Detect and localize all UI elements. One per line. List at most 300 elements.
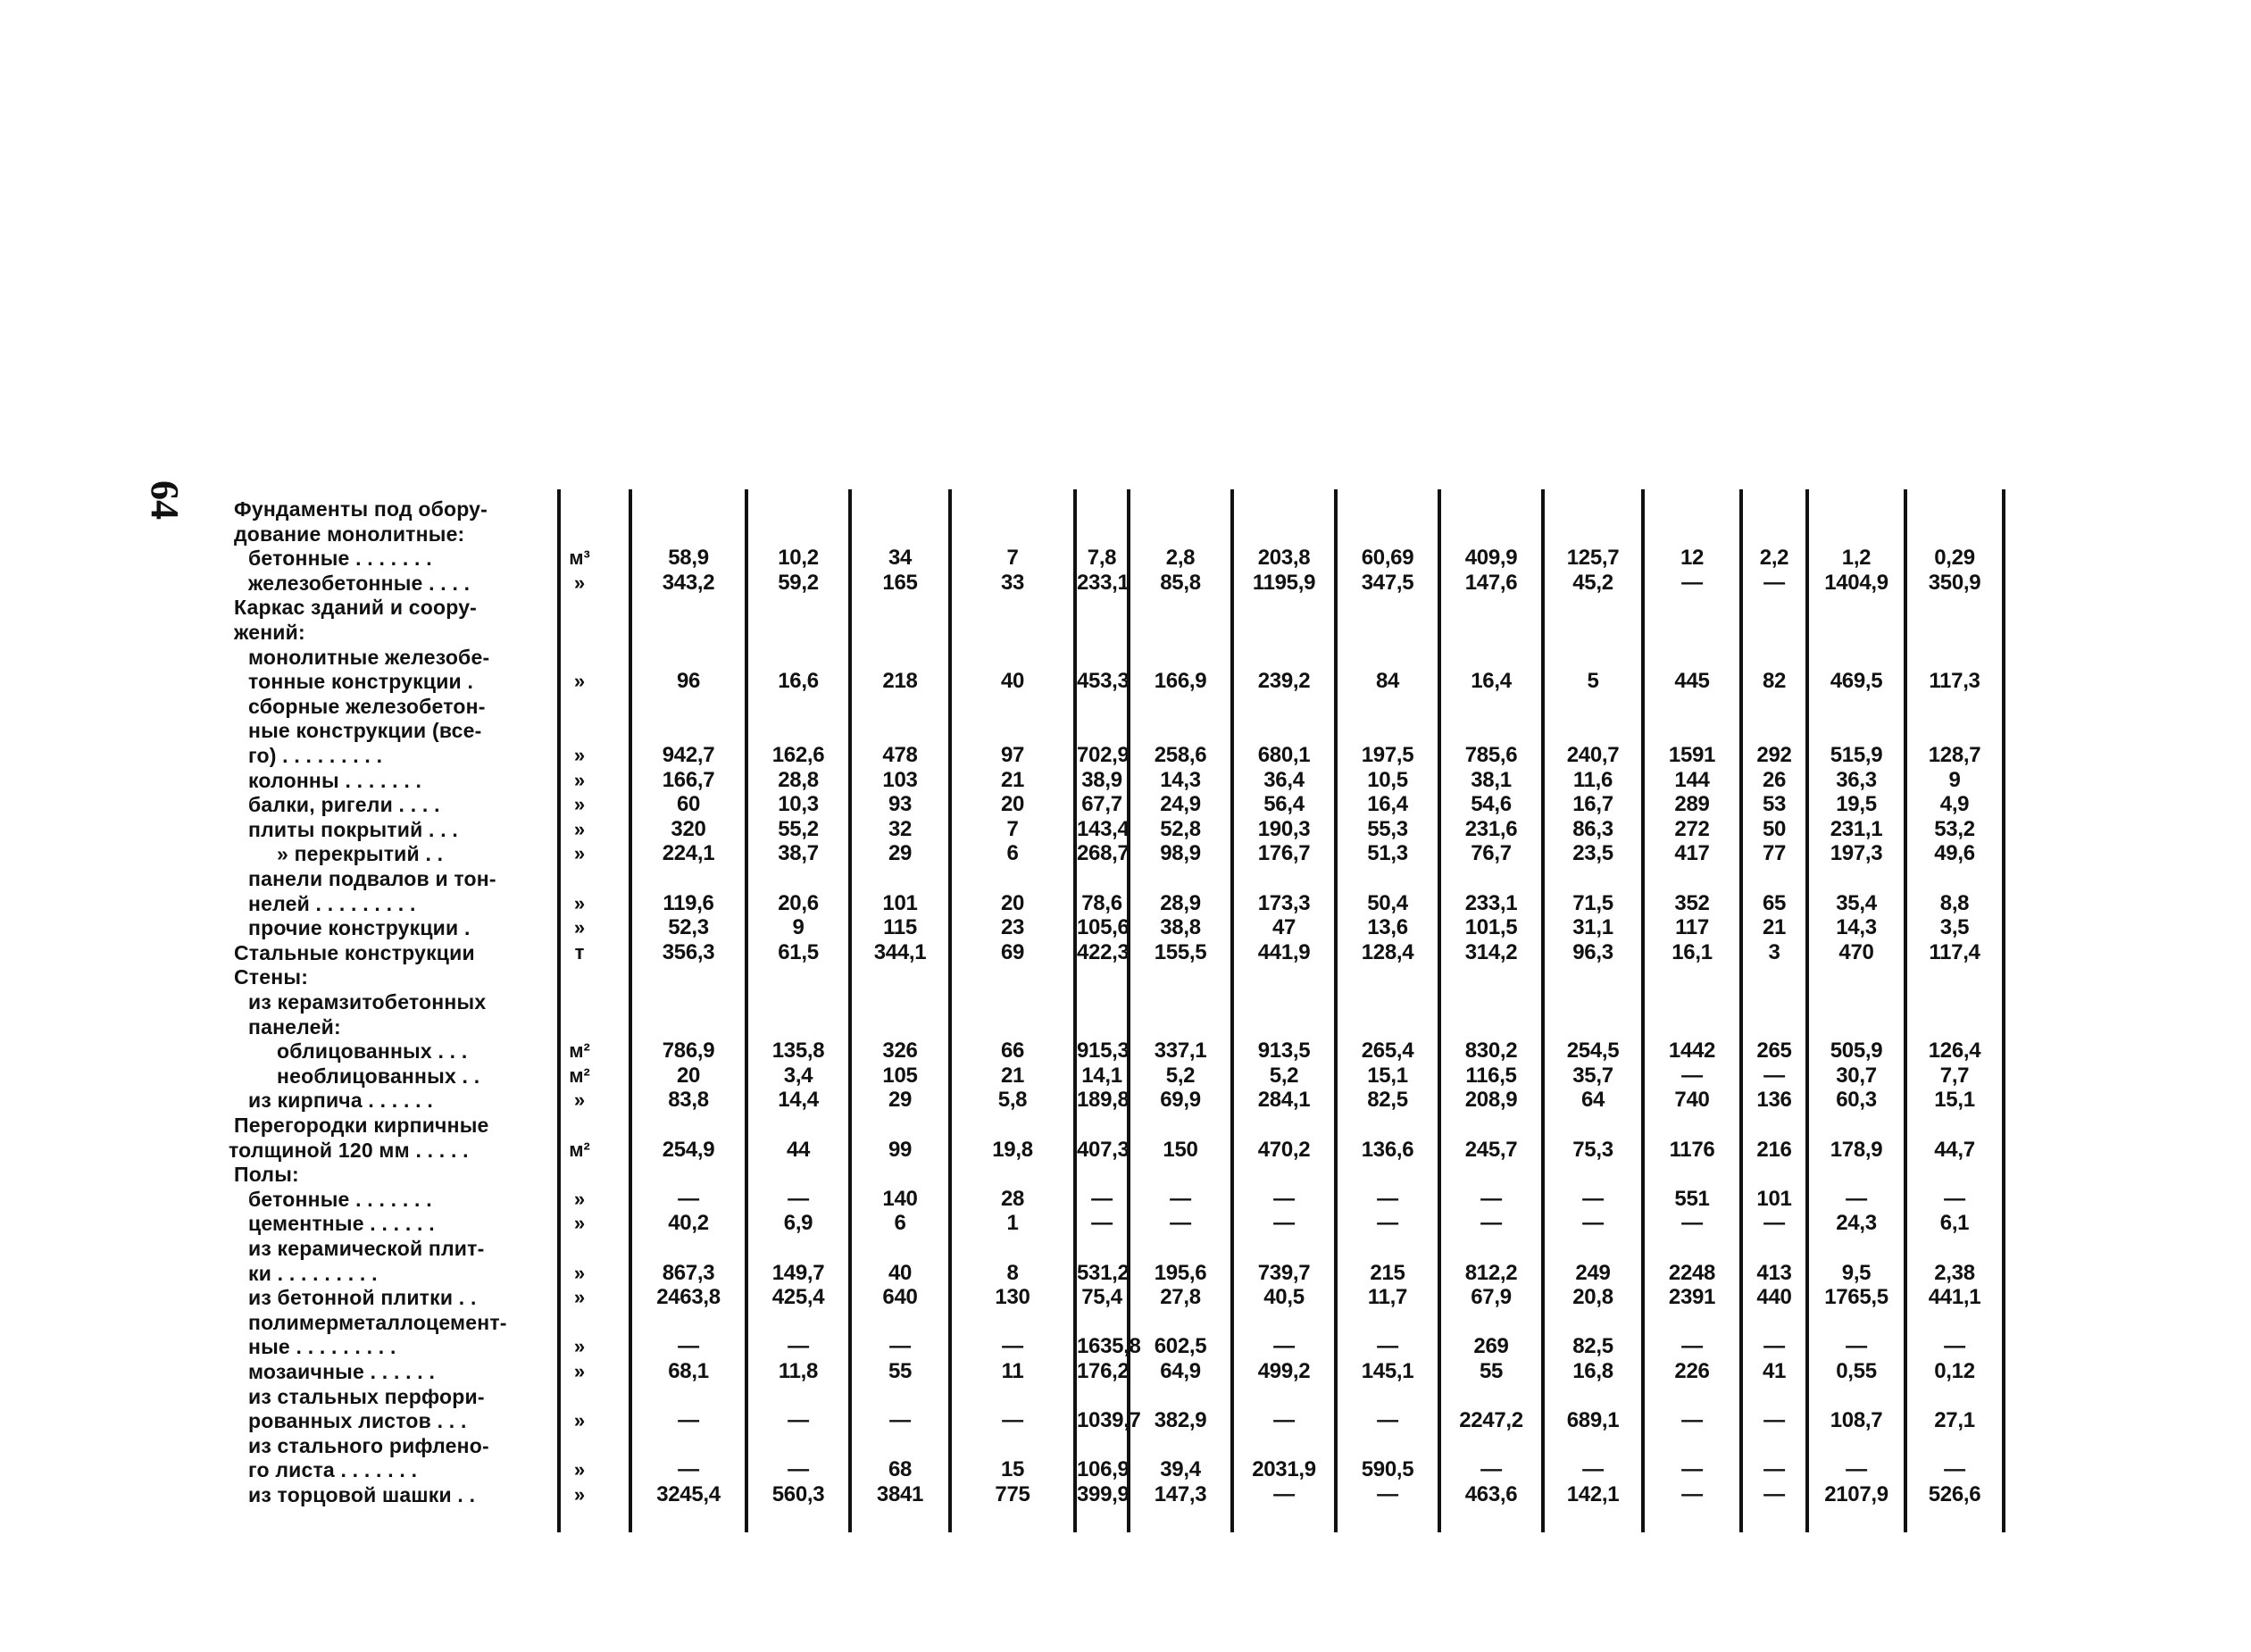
value-cell: 11	[1001, 1359, 1024, 1383]
value-cell: 45,2	[1572, 570, 1613, 595]
row-label: дование монолитные:	[234, 521, 465, 546]
row-label: панели подвалов и тон-	[248, 867, 496, 890]
value-cell: 8,8	[1939, 890, 1970, 915]
value-cell: 8	[1006, 1260, 1019, 1285]
value-cell: 71,5	[1572, 890, 1613, 915]
value-cell: 867,3	[662, 1260, 715, 1285]
value-cell: 60,3	[1836, 1088, 1877, 1113]
row-label: бетонные . . . . . . .	[248, 1187, 432, 1211]
value-cell: 231,1	[1830, 816, 1883, 841]
value-cell: 226	[1674, 1359, 1710, 1383]
value-cell: 352	[1674, 890, 1710, 915]
value-cell: 2463,8	[656, 1285, 721, 1310]
value-cell: —	[1944, 1334, 1965, 1359]
value-cell: 265	[1756, 1039, 1792, 1064]
value-cell: 82,5	[1367, 1088, 1408, 1113]
row-label: плиты покрытий . . .	[248, 817, 458, 841]
unit-cell: »	[573, 1409, 586, 1432]
value-cell: 20	[1000, 792, 1025, 817]
value-cell: 347,5	[1361, 570, 1414, 595]
value-cell: 551	[1674, 1186, 1710, 1211]
table-row	[234, 891, 2036, 916]
value-cell: 2107,9	[1824, 1482, 1888, 1506]
value-cell: 103	[882, 767, 918, 792]
value-cell: 739,7	[1257, 1260, 1311, 1285]
value-cell: 40	[888, 1260, 913, 1285]
value-cell: —	[1681, 1457, 1703, 1482]
value-cell: 56,4	[1263, 792, 1305, 817]
value-cell: 265,4	[1361, 1039, 1414, 1064]
table-row	[234, 1162, 2036, 1187]
value-cell: 47	[1271, 915, 1296, 940]
table-row	[234, 571, 2036, 596]
value-cell: 55	[1479, 1359, 1504, 1383]
value-cell: 149,7	[771, 1260, 825, 1285]
row-label: из стального рифлено-	[248, 1433, 489, 1457]
page-number: 64	[143, 480, 187, 520]
row-label: мозаичные . . . . . .	[248, 1360, 436, 1383]
row-label: из керамической плит-	[248, 1237, 485, 1260]
value-cell: 0,29	[1934, 546, 1975, 571]
value-cell: 28,9	[1160, 890, 1201, 915]
value-cell: 326	[882, 1039, 918, 1064]
table-row	[234, 1433, 2036, 1458]
value-cell: 409,9	[1464, 546, 1518, 571]
value-cell: 15	[1000, 1457, 1025, 1482]
value-cell: 590,5	[1361, 1457, 1414, 1482]
table-row	[234, 546, 2036, 571]
value-cell: —	[1273, 1408, 1295, 1433]
value-cell: 140	[882, 1186, 918, 1211]
value-cell: 0,55	[1836, 1359, 1877, 1383]
value-cell: 422,3	[1077, 939, 1130, 964]
value-cell: —	[1763, 1408, 1785, 1433]
value-cell: 85,8	[1160, 570, 1201, 595]
row-label: из бетонной плитки . .	[248, 1286, 477, 1310]
value-cell: 55,3	[1367, 816, 1408, 841]
table-row	[234, 1359, 2036, 1384]
value-cell: 16,4	[1471, 669, 1512, 694]
value-cell: 128,4	[1361, 939, 1414, 964]
table-row	[234, 989, 2036, 1014]
value-cell: 99	[888, 1137, 913, 1162]
value-cell: 19,8	[992, 1137, 1033, 1162]
row-label: Полы:	[234, 1163, 299, 1187]
table-row	[234, 866, 2036, 891]
value-cell: 5,8	[997, 1088, 1028, 1113]
value-cell: —	[1846, 1457, 1867, 1482]
value-cell: 166,9	[1154, 669, 1207, 694]
value-cell: 14,3	[1836, 915, 1877, 940]
value-cell: 812,2	[1464, 1260, 1518, 1285]
value-cell: 53,2	[1934, 816, 1975, 841]
value-cell: 208,9	[1464, 1088, 1518, 1113]
value-cell: 382,9	[1154, 1408, 1207, 1433]
value-cell: 12	[1680, 546, 1705, 571]
value-cell: 126,4	[1928, 1039, 1981, 1064]
unit-cell: »	[573, 768, 586, 791]
value-cell: 231,6	[1464, 816, 1518, 841]
value-cell: —	[678, 1457, 699, 1482]
value-cell: 292	[1756, 743, 1792, 767]
row-label: Перегородки кирпичные	[234, 1114, 489, 1137]
value-cell: 69	[1000, 939, 1025, 964]
table-row	[234, 1187, 2036, 1212]
unit-cell: м²	[569, 1064, 590, 1087]
value-cell: —	[1091, 1211, 1113, 1236]
value-cell: 147,3	[1154, 1482, 1207, 1506]
value-cell: 39,4	[1160, 1457, 1201, 1482]
row-label: облицованных . . .	[277, 1039, 468, 1064]
value-cell: 785,6	[1464, 743, 1518, 767]
value-cell: —	[788, 1408, 809, 1433]
value-cell: 101,5	[1464, 915, 1518, 940]
value-cell: 15,1	[1934, 1088, 1975, 1113]
value-cell: 50,4	[1367, 890, 1408, 915]
value-cell: 6	[894, 1211, 906, 1236]
value-cell: 320	[671, 816, 706, 841]
value-cell: 350,9	[1928, 570, 1981, 595]
value-cell: 16,7	[1572, 792, 1613, 817]
value-cell: 14,4	[778, 1088, 819, 1113]
row-label: железобетонные . . . .	[248, 571, 471, 595]
value-cell: —	[678, 1334, 699, 1359]
table-row	[234, 1310, 2036, 1335]
value-cell: 11,7	[1367, 1285, 1408, 1310]
unit-cell: »	[573, 1212, 586, 1235]
value-cell: —	[889, 1334, 911, 1359]
row-label: ки . . . . . . . . .	[248, 1261, 378, 1285]
value-cell: 31,1	[1572, 915, 1613, 940]
value-cell: 470,2	[1257, 1137, 1311, 1162]
row-label: нелей . . . . . . . . .	[248, 891, 416, 915]
value-cell: —	[1377, 1408, 1398, 1433]
unit-cell: »	[573, 744, 586, 766]
value-cell: 10,2	[778, 546, 819, 571]
value-cell: 166,7	[662, 767, 715, 792]
value-cell: 83,8	[668, 1088, 709, 1113]
value-cell: 55,2	[778, 816, 819, 841]
table-row	[234, 595, 2036, 620]
table-row	[234, 1088, 2036, 1113]
value-cell: 915,3	[1077, 1039, 1130, 1064]
table-row	[234, 1113, 2036, 1138]
value-cell: 38,7	[778, 841, 819, 866]
value-cell: 14,1	[1081, 1063, 1122, 1088]
table-row	[234, 1482, 2036, 1507]
value-cell: 11,6	[1572, 767, 1613, 792]
value-cell: —	[1582, 1211, 1604, 1236]
value-cell: 9,5	[1841, 1260, 1872, 1285]
value-cell: 440	[1756, 1285, 1792, 1310]
value-cell: 38,8	[1160, 915, 1201, 940]
value-cell: 59,2	[778, 570, 819, 595]
table-row	[234, 645, 2036, 670]
value-cell: 41	[1762, 1359, 1787, 1383]
data-table	[229, 489, 2036, 1561]
value-cell: 23,5	[1572, 841, 1613, 866]
value-cell: 84	[1375, 669, 1400, 694]
value-cell: 69,9	[1160, 1088, 1201, 1113]
value-cell: —	[1170, 1211, 1191, 1236]
table-row	[234, 792, 2036, 817]
value-cell: 441,9	[1257, 939, 1311, 964]
value-cell: 830,2	[1464, 1039, 1518, 1064]
value-cell: 1635,8	[1077, 1334, 1141, 1359]
value-cell: 128,7	[1928, 743, 1981, 767]
value-cell: 82,5	[1572, 1334, 1613, 1359]
value-cell: 20,6	[778, 890, 819, 915]
value-cell: —	[1002, 1334, 1023, 1359]
value-cell: 6,1	[1939, 1211, 1970, 1236]
value-cell: —	[1681, 1063, 1703, 1088]
value-cell: 51,3	[1367, 841, 1408, 866]
value-cell: 136,6	[1361, 1137, 1414, 1162]
value-cell: 531,2	[1077, 1260, 1130, 1285]
unit-cell: »	[573, 571, 586, 594]
value-cell: —	[1480, 1457, 1502, 1482]
row-label: Каркас зданий и соору-	[234, 596, 478, 620]
table-row	[234, 669, 2036, 694]
value-cell: 176,7	[1257, 841, 1311, 866]
value-cell: —	[1377, 1211, 1398, 1236]
unit-cell: »	[573, 793, 586, 816]
value-cell: —	[1273, 1482, 1295, 1506]
value-cell: 36,4	[1263, 767, 1305, 792]
value-cell: 1442	[1668, 1039, 1716, 1064]
value-cell: —	[788, 1334, 809, 1359]
value-cell: 356,3	[662, 939, 715, 964]
value-cell: 54,6	[1471, 792, 1512, 817]
value-cell: —	[1480, 1186, 1502, 1211]
value-cell: 115	[883, 915, 917, 940]
value-cell: 470	[1838, 939, 1874, 964]
value-cell: 6,9	[783, 1211, 813, 1236]
value-cell: —	[788, 1186, 809, 1211]
table-row	[234, 1384, 2036, 1409]
table-row	[234, 964, 2036, 989]
value-cell: —	[1377, 1334, 1398, 1359]
value-cell: 40,2	[668, 1211, 709, 1236]
value-cell: 155,5	[1154, 939, 1207, 964]
value-cell: 9	[1948, 767, 1961, 792]
table-row	[234, 1236, 2036, 1261]
value-cell: 34	[888, 546, 913, 571]
value-cell: 162,6	[771, 743, 825, 767]
value-cell: —	[1582, 1457, 1604, 1482]
value-cell: —	[1846, 1186, 1867, 1211]
row-label: бетонные . . . . . . .	[248, 546, 432, 571]
value-cell: 602,5	[1154, 1334, 1207, 1359]
value-cell: 117	[1675, 915, 1709, 940]
value-cell: 20,8	[1572, 1285, 1613, 1310]
value-cell: 425,4	[771, 1285, 825, 1310]
value-cell: 96,3	[1572, 939, 1613, 964]
value-cell: 1176	[1669, 1137, 1715, 1162]
value-cell: 515,9	[1830, 743, 1883, 767]
value-cell: 67,7	[1081, 792, 1122, 817]
value-cell: 413	[1756, 1260, 1792, 1285]
value-cell: 10,3	[778, 792, 819, 817]
value-cell: 195,6	[1154, 1260, 1207, 1285]
value-cell: 143,4	[1077, 816, 1130, 841]
row-label: цементные . . . . . .	[248, 1212, 435, 1236]
unit-cell: т	[574, 940, 585, 964]
value-cell: 399,9	[1077, 1482, 1130, 1506]
value-cell: 68	[888, 1457, 913, 1482]
value-cell: 499,2	[1257, 1359, 1311, 1383]
value-cell: 203,8	[1257, 546, 1311, 571]
value-cell: 52,3	[668, 915, 709, 940]
table-row	[234, 1064, 2036, 1089]
row-label: го) . . . . . . . . .	[248, 744, 383, 767]
value-cell: —	[1944, 1457, 1965, 1482]
value-cell: 284,1	[1257, 1088, 1311, 1113]
value-cell: 189,8	[1077, 1088, 1130, 1113]
value-cell: 1039,7	[1077, 1408, 1141, 1433]
table-row	[234, 743, 2036, 768]
table-row	[234, 841, 2036, 866]
value-cell: 5	[1587, 669, 1599, 694]
value-cell: 740	[1674, 1088, 1710, 1113]
value-cell: —	[1763, 570, 1785, 595]
value-cell: —	[788, 1457, 809, 1482]
unit-cell: »	[573, 1187, 586, 1210]
value-cell: 1195,9	[1252, 570, 1316, 595]
row-label: полимерметаллоцемент-	[248, 1310, 507, 1334]
value-cell: 58,9	[668, 546, 709, 571]
row-label: из керамзитобетонных	[248, 990, 487, 1014]
value-cell: 1765,5	[1824, 1285, 1888, 1310]
value-cell: —	[1681, 570, 1703, 595]
value-cell: 44	[786, 1137, 811, 1162]
table-row	[234, 1457, 2036, 1482]
value-cell: 26	[1762, 767, 1787, 792]
value-cell: —	[1681, 1334, 1703, 1359]
value-cell: 19,5	[1836, 792, 1877, 817]
value-cell: 52,8	[1160, 816, 1201, 841]
row-label: рованных листов . . .	[248, 1409, 467, 1433]
unit-cell: »	[573, 842, 586, 865]
value-cell: 135,8	[771, 1039, 825, 1064]
table-row	[234, 1014, 2036, 1039]
value-cell: 67,9	[1471, 1285, 1512, 1310]
value-cell: —	[1273, 1186, 1295, 1211]
value-cell: 23	[1000, 915, 1025, 940]
unit-cell: »	[573, 670, 586, 693]
value-cell: —	[1846, 1334, 1867, 1359]
table-row	[234, 521, 2036, 546]
value-cell: 27,1	[1934, 1408, 1975, 1433]
row-label: » перекрытий . .	[277, 842, 444, 866]
value-cell: 108,7	[1830, 1408, 1883, 1433]
value-cell: 343,2	[662, 570, 715, 595]
value-cell: 469,5	[1830, 669, 1883, 694]
row-label: монолитные железобе-	[248, 645, 490, 669]
value-cell: 28,8	[778, 767, 819, 792]
value-cell: 5,2	[1165, 1063, 1196, 1088]
value-cell: 93	[888, 792, 913, 817]
value-cell: 21	[1000, 1063, 1025, 1088]
value-cell: 505,9	[1830, 1039, 1883, 1064]
value-cell: 178,9	[1830, 1137, 1883, 1162]
value-cell: —	[1681, 1408, 1703, 1433]
value-cell: —	[1002, 1408, 1023, 1433]
value-cell: —	[1273, 1211, 1295, 1236]
value-cell: 21	[1762, 915, 1787, 940]
value-cell: 173,3	[1257, 890, 1311, 915]
value-cell: —	[1091, 1186, 1113, 1211]
table-row	[234, 817, 2036, 842]
value-cell: 64,9	[1160, 1359, 1201, 1383]
value-cell: 249	[1575, 1260, 1611, 1285]
value-cell: 775	[995, 1482, 1030, 1506]
value-cell: —	[1377, 1186, 1398, 1211]
value-cell: —	[1273, 1334, 1295, 1359]
value-cell: 254,9	[662, 1137, 715, 1162]
value-cell: 942,7	[662, 743, 715, 767]
value-cell: 11,8	[778, 1359, 819, 1383]
value-cell: 64	[1580, 1088, 1605, 1113]
value-cell: —	[1681, 1482, 1703, 1506]
row-label: колонны . . . . . . .	[248, 768, 422, 792]
value-cell: 117,3	[1929, 669, 1980, 694]
unit-cell: »	[573, 1483, 586, 1506]
value-cell: 16,6	[778, 669, 819, 694]
value-cell: 7,8	[1087, 546, 1117, 571]
row-label: ные конструкции (все-	[248, 719, 482, 743]
value-cell: 3,4	[783, 1063, 813, 1088]
value-cell: 258,6	[1154, 743, 1207, 767]
value-cell: 35,7	[1572, 1063, 1613, 1088]
value-cell: 68,1	[668, 1359, 709, 1383]
value-cell: 75,4	[1081, 1285, 1122, 1310]
unit-cell: »	[573, 1335, 586, 1358]
value-cell: 445	[1674, 669, 1710, 694]
value-cell: 150	[1163, 1137, 1198, 1162]
value-cell: 76,7	[1471, 841, 1512, 866]
value-cell: 21	[1000, 767, 1025, 792]
value-cell: 28	[1000, 1186, 1025, 1211]
value-cell: 197,5	[1361, 743, 1414, 767]
table-row	[234, 915, 2036, 940]
value-cell: 453,3	[1077, 669, 1130, 694]
value-cell: 1	[1006, 1211, 1019, 1236]
value-cell: 145,1	[1361, 1359, 1414, 1383]
value-cell: 44,7	[1934, 1137, 1975, 1162]
value-cell: 233,1	[1464, 890, 1518, 915]
row-label: жений:	[234, 621, 305, 644]
value-cell: —	[1681, 1211, 1703, 1236]
value-cell: 10,5	[1367, 767, 1408, 792]
value-cell: —	[1763, 1211, 1785, 1236]
row-label: го листа . . . . . . .	[248, 1458, 418, 1482]
value-cell: 1,2	[1841, 546, 1872, 571]
value-cell: —	[1763, 1334, 1785, 1359]
value-cell: 441,1	[1928, 1285, 1981, 1310]
value-cell: 142,1	[1566, 1482, 1620, 1506]
table-row	[234, 1334, 2036, 1359]
value-cell: 105	[882, 1063, 918, 1088]
value-cell: 117,4	[1929, 939, 1980, 964]
table-row	[234, 718, 2036, 743]
value-cell: 0,12	[1934, 1359, 1975, 1383]
value-cell: 913,5	[1257, 1039, 1311, 1064]
value-cell: 2,2	[1759, 546, 1789, 571]
table-row	[234, 1039, 2036, 1064]
value-cell: 78,6	[1081, 890, 1122, 915]
value-cell: 29	[888, 1088, 913, 1113]
